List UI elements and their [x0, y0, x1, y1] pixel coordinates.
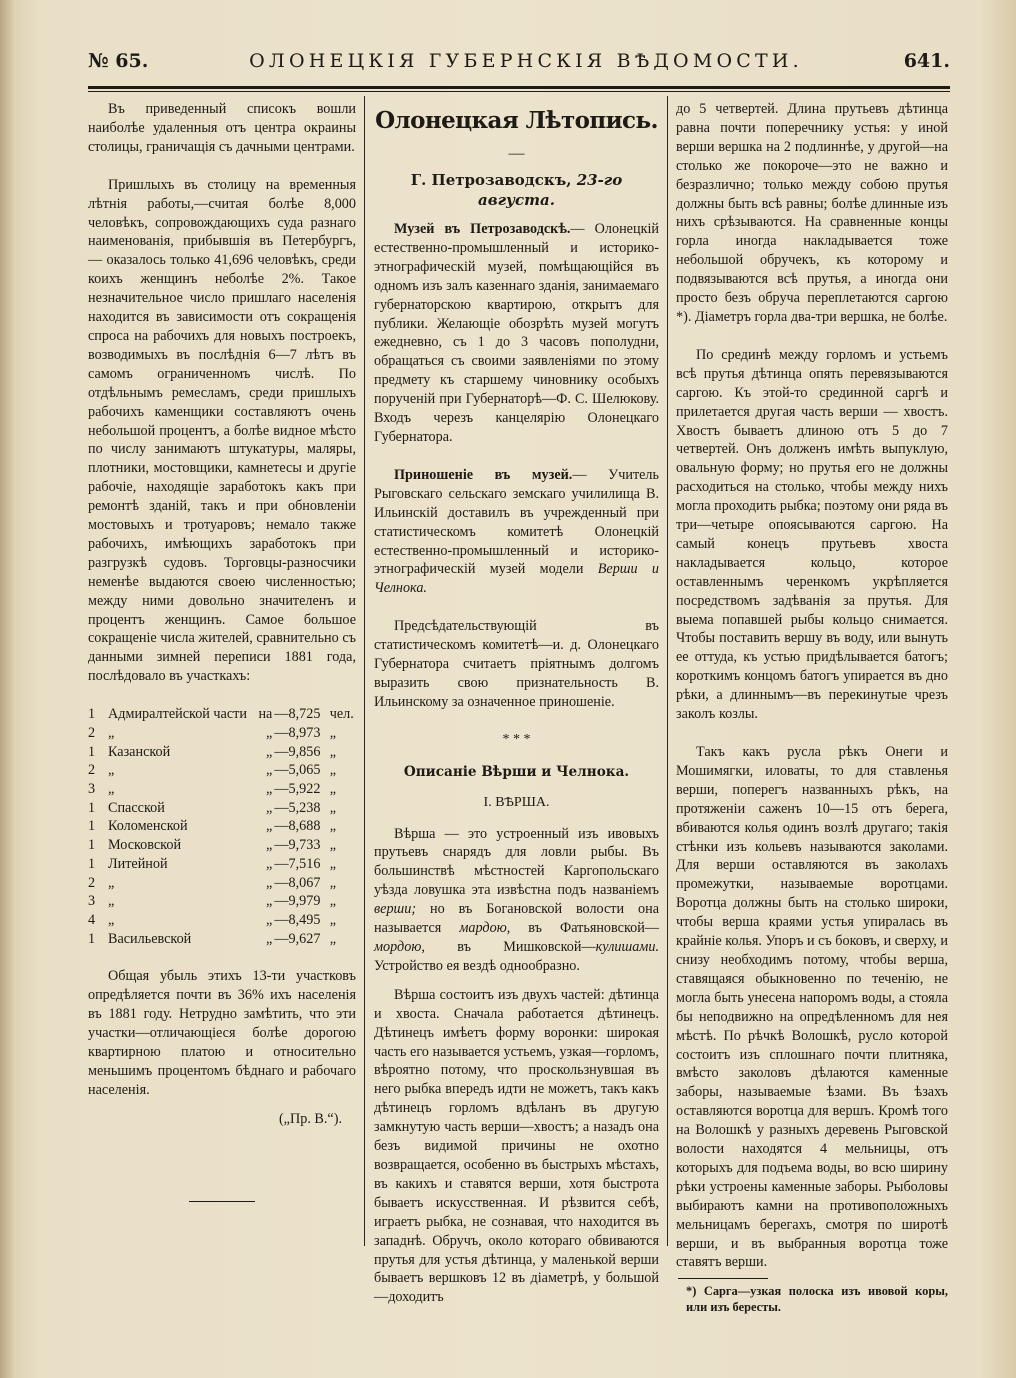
gift-text: — Учитель Рыговскаго сельскаго земскаго училилища В. Ильинскій доставилъ въ учрежденный при статистическомъ комитетѣ Олонецкій естественно-промышленный и историко-этнографическій музей модели — [374, 466, 659, 578]
v1-text-e: въ Фатьяновской— — [510, 920, 659, 937]
gift-notice — [374, 466, 659, 598]
district-unit: „ — [329, 762, 337, 779]
district-unit: „ — [329, 837, 337, 854]
district-prefix: „ — [266, 724, 273, 741]
district-name: Спасской — [108, 799, 165, 816]
left-paragraph-3: Общая убыль этихъ 13-ти участковъ опредѣляется почти въ 36% ихъ населенія въ 1881 году. Нетрудно замѣтить, что эти участки—отличающіеся болѣе дорогою квартирною платою и относительно меньшимъ процентомъ бѣднаго и рабочаго населенія. — [88, 968, 356, 1098]
district-decrease: —9,856 — [274, 743, 321, 760]
district-prefix: „ — [266, 743, 273, 760]
table-row — [88, 930, 356, 949]
section-heading-versha: I. ВѢРША. — [483, 794, 550, 810]
table-row — [88, 911, 356, 930]
museum-notice — [374, 220, 659, 447]
v1-term-morda: мордою, — [374, 939, 425, 955]
right-column — [676, 100, 948, 1315]
district-number: 1 — [88, 799, 96, 816]
district-table — [88, 705, 356, 948]
table-row — [88, 761, 356, 780]
v1-text-i: Устройство ея вездѣ однообразно. — [374, 957, 580, 974]
versha-paragraph-2: Вѣрша состоитъ изъ двухъ частей: дѣтинца и хвоста. Сначала работается дѣтинецъ. Дѣтинецъ имѣетъ форму воронки: широкая часть его называется устьемъ, узкая—горломъ, вѣроятно потому, что проскользнувшая въ него рыбка впередъ идти не можетъ, такъ какъ дѣтинецъ горломъ вдѣланъ въ другую замкнутую часть верши—хвостъ; а назадъ она безъ видимой причины не охотно возвращается, особенно въ быстрыхъ мѣстахъ, въ какихъ и ставятся верши, хотя быстрота бываетъ искусственная. И рѣзвится себѣ, играетъ рыбка, не сознавая, что находится въ западнѣ. Обручъ, около котораго обвиваются прутья для устья дѣтинца, у маленькой верши бываетъ вершковъ 12 въ діаметрѣ, у большой—доходитъ — [374, 986, 659, 1306]
end-rule — [189, 1201, 255, 1202]
dateline — [374, 170, 659, 210]
district-number: 1 — [88, 855, 96, 872]
asterism: * * * — [502, 731, 531, 747]
district-prefix: „ — [266, 893, 273, 910]
district-number: 1 — [88, 837, 96, 854]
table-row — [88, 743, 356, 762]
district-unit: „ — [329, 799, 337, 816]
gift-heading: Приношеніе въ музей. — [394, 466, 573, 483]
district-number: 1 — [88, 930, 96, 947]
district-name: Коломенской — [108, 818, 188, 835]
masthead-dash: — — [508, 145, 525, 162]
issue-number: № 65. — [88, 50, 149, 72]
district-prefix: „ — [266, 855, 273, 872]
district-decrease: —9,733 — [274, 837, 321, 854]
district-unit: чел. — [329, 706, 354, 723]
district-number: 1 — [88, 818, 96, 835]
district-number: 2 — [88, 762, 96, 779]
header-rule-thin — [88, 91, 950, 92]
district-decrease: —5,238 — [274, 799, 321, 816]
table-row — [88, 855, 356, 874]
district-number: 2 — [88, 874, 96, 891]
section-masthead: Олонецкая Лѣтопись. — [375, 107, 658, 134]
district-unit: „ — [329, 781, 337, 797]
versha-paragraph-1 — [374, 825, 659, 976]
table-row — [88, 780, 356, 799]
table-row — [88, 705, 356, 724]
gift-models: Верши и Челнока. — [374, 561, 659, 597]
dateline-city: Г. Петрозаводскъ, — [410, 171, 572, 189]
column-divider-right — [667, 96, 668, 1246]
v1-term-kulishi: кулишами. — [595, 939, 659, 955]
table-row — [88, 724, 356, 743]
district-unit: „ — [329, 855, 337, 872]
district-unit: „ — [329, 893, 337, 910]
district-name: „ — [108, 893, 115, 910]
district-name: Московской — [108, 837, 182, 854]
district-name: Литейной — [108, 855, 168, 872]
district-unit: „ — [329, 930, 337, 947]
museum-heading: Музей въ Петрозаводскѣ. — [394, 221, 571, 237]
table-row — [88, 892, 356, 911]
district-prefix: „ — [266, 818, 273, 835]
chair-notice: Предсѣдательствующій въ статистическомъ комитетѣ—и. д. Олонецкаго Губернатора считаетъ пріятнымъ долгомъ выразить свою признательность В. Ильинскому за означенное приношеніе. — [374, 618, 659, 710]
source-signature: („Пр. В.“). — [278, 1110, 342, 1127]
district-name: Адмиралтейской части — [108, 706, 247, 723]
district-decrease: —5,922 — [274, 781, 321, 797]
district-number: 4 — [88, 911, 96, 928]
footnote-sarga: *) Сарга—узкая полоска изъ ивовой коры, или изъ бересты. — [686, 1284, 948, 1315]
district-prefix: „ — [266, 837, 273, 854]
left-paragraph-1: Въ приведенный списокъ вошли наиболѣе удаленныя отъ центра окраины столицы, граничащія съ дачными центрами. — [88, 101, 356, 155]
district-decrease: —8,973 — [274, 724, 321, 741]
v1-term-marda: мардою, — [459, 920, 511, 937]
district-name: „ — [108, 874, 115, 891]
binding-spine — [0, 0, 14, 1378]
dateline-date: 23-го августа. — [478, 171, 623, 209]
district-prefix: на — [258, 706, 273, 723]
middle-column — [374, 100, 659, 1307]
district-unit: „ — [329, 874, 337, 891]
table-row — [88, 817, 356, 836]
district-decrease: —7,516 — [274, 855, 321, 872]
district-unit: „ — [329, 818, 337, 835]
table-row — [88, 836, 356, 855]
v1-term-versha: верши; — [374, 901, 417, 918]
district-decrease: —9,979 — [274, 893, 321, 910]
district-prefix: „ — [266, 781, 273, 797]
newspaper-title: ОЛОНЕЦКІЯ ГУБЕРНСКІЯ ВѢДОМОСТИ. — [249, 50, 803, 72]
district-number: 3 — [88, 781, 96, 797]
district-name: „ — [108, 781, 115, 797]
district-unit: „ — [329, 724, 337, 741]
district-decrease: —8,688 — [274, 818, 321, 835]
left-column — [88, 100, 356, 1202]
district-decrease: —5,065 — [274, 762, 321, 779]
district-unit: „ — [329, 743, 337, 760]
district-name: „ — [108, 724, 115, 741]
district-decrease: —8,067 — [274, 874, 321, 891]
left-paragraph-2: Пришлыхъ въ столицу на временныя лѣтнія работы,—считая болѣе 8,000 человѣкъ, сопровождающихъ суда разнаго наименованія, прибывшія въ Петербургъ, — оказалось только 41,696 человѣкъ, среди коихъ женщинъ неболѣе 2%. Такое незначительное число пришлаго населенія находится въ зависимости отъ сокращенія спроса на рабочихъ для новыхъ построекъ, возводимыхъ въ послѣднія 6—7 лѣтъ въ самомъ ограниченномъ числѣ. По отдѣльнымъ ремесламъ, среди пришлыхъ рабочихъ каменщики составляютъ очень небольшой процентъ, а болѣе видное мѣсто по числу занимаютъ штукатуры, маляры, плотники, мостовщики, камнетесы и другіе рабочіе, находящіе заработокъ какъ при ремонтѣ зданій, такъ и при обновленіи мостовыхъ и тротуаровъ; немало также рабочихъ, имѣющихъ заработокъ при разгрузкѣ судовъ. Торговцы-разносчики неменѣе выдаются своею численностью; между ними довольно значителенъ и процентъ женщинъ. Самое большое сокращеніе числа жителей, сравнительно съ данными зимней переписи 1881 года, послѣдовало въ участкахъ: — [88, 176, 356, 685]
v1-text-a: Вѣрша — это устроенный изъ ивовыхъ прутьевъ снарядъ для ловли рыбы. Въ большинствѣ мѣстностей Каргопольскаго уѣзда ловушка эта извѣстна подъ названіемъ — [374, 825, 659, 899]
district-prefix: „ — [266, 799, 273, 816]
table-row — [88, 799, 356, 818]
table-row — [88, 874, 356, 893]
page-header — [88, 46, 950, 76]
district-prefix: „ — [266, 911, 273, 928]
district-decrease: —9,627 — [274, 930, 321, 947]
district-decrease: —8,725 — [274, 706, 321, 723]
district-unit: „ — [329, 911, 337, 928]
right-paragraph-1: до 5 четвертей. Длина прутьевъ дѣтинца равна почти поперечнику устья: у иной верши вершка на 2 подлиннѣе, у другой—на столько же покороче—это не важно и безразлично; только между собою прутья должны быть всѣ равны; болѣе длинные изъ нихъ срѣзываются. На сравненные концы горла иногда накладывается тоже небольшой обручекъ, къ которому и подвязываются всѣ прутья, а иногда они просто безъ обруча переплетаются саргою *). Діаметръ горла два-три вершка, не болѣе. — [676, 101, 948, 325]
right-paragraph-2: По срединѣ между горломъ и устьемъ всѣ прутья дѣтинца опять перевязываются саргою. Къ этой-то срединной саргѣ и прилетается другая часть верши — хвостъ. Хвостъ бываетъ длиною отъ 5 до 7 четвертей. Онъ долженъ имѣть выпуклую, овальную форму; но прутья его не должны расходиться на столько, чтобы между нихъ могла проходить рыбка; поэтому они ряда въ три—четыре опоясываются саргою. На самый конецъ прутьевъ хвоста накладывается кольцо, которое оставленнымъ черенкомъ укрѣпляется посредствомъ задѣванія за прутья. Для выема попавшей рыбы кольцо снимается. Чтобы поставить вершу въ воду, или вынуть ее оттуда, къ устью придѣлывается батогъ; короткимъ концомъ батогъ упирается въ дно рѣки, а длиннымъ—въ перекинутые чрезъ заколъ козлы. — [676, 346, 948, 723]
district-prefix: „ — [266, 874, 273, 891]
museum-text: — Олонецкій естественно-промышленный и историко-этнографическій музей, помѣщающійся въ одномъ изъ залъ казеннаго зданія, занимаемаго губернаторскою квартирою, открытъ для публики. Желающіе обозрѣть музей могутъ ежедневно, съ 1 до 3 часовъ пополудни, обращаться съ своими заявленіями по этому предмету къ старшему чиновнику особыхъ порученій при Губернаторѣ—Ф. С. Шелюкову. Входъ черезъ канцелярію Олонецкаго Губернатора. — [374, 221, 659, 445]
v1-text-g: въ Мишковской— — [424, 939, 596, 955]
description-heading: Описаніе Вѣрши и Челнока. — [403, 763, 630, 780]
district-name: „ — [108, 762, 115, 779]
district-number: 1 — [88, 743, 96, 760]
column-divider-left — [364, 96, 365, 1246]
district-number: 2 — [88, 724, 96, 741]
district-decrease: —8,495 — [274, 911, 321, 928]
district-prefix: „ — [266, 762, 273, 779]
district-prefix: „ — [266, 930, 273, 947]
header-rule-thick — [88, 86, 950, 89]
page-number: 641. — [903, 50, 950, 72]
v1-text-c: но въ Богановской волости она называется — [374, 901, 659, 937]
district-name: Казанской — [108, 743, 171, 760]
right-paragraph-3: Такъ какъ русла рѣкъ Онеги и Мошимягки, иловаты, то для ставленья верши, поперегъ названныхъ рѣкъ, на протяженіи саженъ 10—15 отъ берега, вбиваются колья одинъ возлѣ другаго; такія стѣнки изъ кольевъ называются заколами. Для верши оставляются въ заколахъ промежутки, называемые воротцами. Воротца должны быть на столько широки, чтобы верша краями устья упиралась въ крайніе колья. Упоръ и съ боковъ, и сверху, и снизу необходимъ потому, чтобы верша, ставящаяся обыкновенно по теченію, не могла быть унесена напоромъ воды, а стояла бы неподвижно на опредѣленномъ для нея мѣстѣ. По рѣчкѣ Волошкѣ, русло которой состоитъ изъ сплошнаго почти плитняка, вмѣсто заколовъ дѣлаются каменные заборы, называемые ѣзами. Въ ѣзахъ оставляются воротца для вершъ. Кромѣ того на Волошкѣ у разныхъ деревень Рыговской волости находятся 4 мельницы, отъ которыхъ для подъема воды, во всю ширину рѣки устроены каменные заборы. Рыболовы выбираютъ камни на противоположныхъ мельницамъ берегахъ, смотря по широтѣ верши, и въ выбранныя воротца тоже ставятъ верши. — [676, 744, 948, 1271]
district-name: Васильевской — [108, 930, 192, 947]
district-number: 1 — [88, 706, 96, 723]
district-name: „ — [108, 911, 115, 928]
district-number: 3 — [88, 893, 96, 910]
